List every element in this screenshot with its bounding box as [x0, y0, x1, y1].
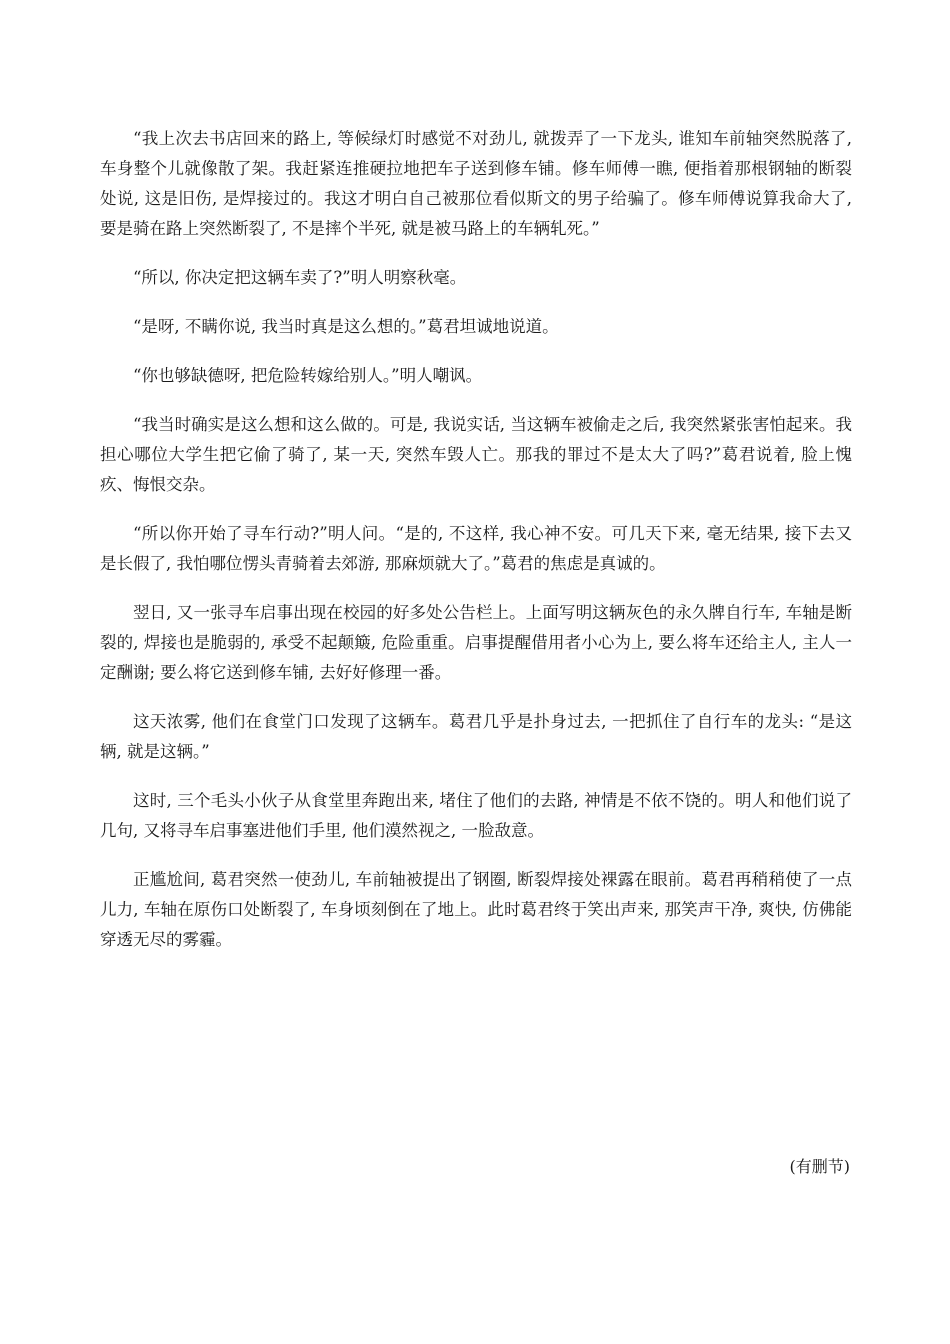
paragraph-9: 这时, 三个毛头小伙子从食堂里奔跑出来, 堵住了他们的去路, 神情是不依不饶的。明人和他们说了几句, 又将寻车启事塞进他们手里, 他们漠然视之, 一脸敌意。: [100, 791, 852, 840]
paragraph-3: “是呀, 不瞒你说, 我当时真是这么想的。”葛君坦诚地说道。: [133, 317, 559, 336]
paragraph-6: “所以你开始了寻车行动?”明人问。“是的, 不这样, 我心神不安。可几天下来, 毫无结果, 接下去又是长假了, 我怕哪位愣头青骑着去郊游, 那麻烦就大了。”葛君的焦虑是真诚的。: [100, 524, 852, 573]
abridged-note: (有删节): [789, 1157, 850, 1176]
paragraph-5: “我当时确实是这么想和这么做的。可是, 我说实话, 当这辆车被偷走之后, 我突然紧张害怕起来。我担心哪位大学生把它偷了骑了, 某一天, 突然车毁人亡。那我的罪过不是太大了吗?”葛君说着, 脸上愧疚、悔恨交杂。: [100, 415, 852, 494]
paragraph-8: 这天浓雾, 他们在食堂门口发现了这辆车。葛君几乎是扑身过去, 一把抓住了自行车的龙头: “是这辆, 就是这辆。”: [100, 712, 852, 761]
paragraph-7: 翌日, 又一张寻车启事出现在校园的好多处公告栏上。上面写明这辆灰色的永久牌自行车, 车轴是断裂的, 焊接也是脆弱的, 承受不起颠簸, 危险重重。启事提醒借用者小心为上, 要么将车还给主人, 主人一定酬谢; 要么将它送到修车铺, 去好好修理一番。: [100, 603, 852, 682]
article-body: [100, 124, 852, 974]
paragraph-10: 正尴尬间, 葛君突然一使劲儿, 车前轴被提出了钢圈, 断裂焊接处裸露在眼前。葛君再稍稍使了一点儿力, 车轴在原伤口处断裂了, 车身顷刻倒在了地上。此时葛君终于笑出声来, 那笑声干净, 爽快, 仿佛能穿透无尽的雾霾。: [100, 870, 852, 949]
paragraph-1: “我上次去书店回来的路上, 等候绿灯时感觉不对劲儿, 就拨弄了一下龙头, 谁知车前轴突然脱落了, 车身整个儿就像散了架。我赶紧连推硬拉地把车子送到修车铺。修车师傅一瞧, 便指着那根钢轴的断裂处说, 这是旧伤, 是焊接过的。我这才明白自己被那位看似斯文的男子给骗了。修车师傅说算我命大了, 要是骑在路上突然断裂了, 不是摔个半死, 就是被马路上的车辆轧死。”: [100, 129, 852, 238]
paragraph-2: “所以, 你决定把这辆车卖了?”明人明察秋毫。: [133, 268, 467, 287]
paragraph-4: “你也够缺德呀, 把危险转嫁给别人。”明人嘲讽。: [133, 366, 483, 385]
